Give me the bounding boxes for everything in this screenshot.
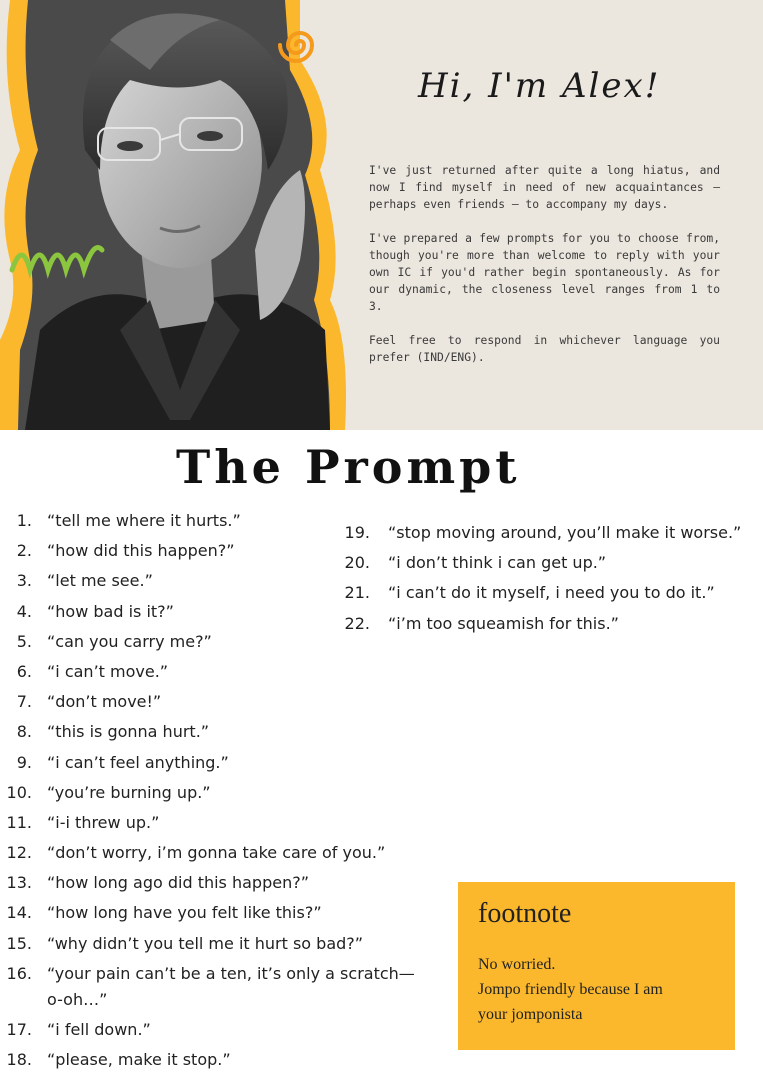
prompt-number: 13. <box>6 873 32 893</box>
prompt-number: 17. <box>6 1019 32 1039</box>
prompt-number: 1. <box>16 511 32 530</box>
prompt-text: “how did this happen?” <box>47 541 235 561</box>
prompt-number: 6. <box>16 661 32 681</box>
prompt-text: “let me see.” <box>47 571 153 591</box>
prompt-text: “i can’t do it myself, i need you to do it.” <box>388 583 715 603</box>
footnote-line: No worried. <box>478 956 556 973</box>
portrait-image <box>0 0 350 430</box>
prompt-text: “please, make it stop.” <box>47 1050 231 1069</box>
prompt-item <box>0 687 440 717</box>
prompt-number: 14. <box>6 903 32 923</box>
prompt-list-right <box>340 518 760 639</box>
prompt-item <box>0 717 440 747</box>
prompt-text: “i can’t feel anything.” <box>47 752 229 772</box>
prompt-text: “how long have you felt like this?” <box>47 903 322 923</box>
prompt-item <box>340 518 760 548</box>
prompt-text: “can you carry me?” <box>47 631 212 651</box>
intro-paragraph: I've prepared a few prompts for you to choose from, though you're more than welcome to reply with your own IC if you'd rather begin spontaneously. As for our dynamic, the closeness level ranges from 1 to 3. <box>369 232 720 313</box>
prompt-text: “how long ago did this happen?” <box>47 873 309 893</box>
prompt-item <box>0 838 440 868</box>
prompt-item <box>0 959 440 1015</box>
prompt-item <box>340 548 760 578</box>
prompt-text: “this is gonna hurt.” <box>47 722 210 742</box>
prompt-text: “i’m too squeamish for this.” <box>388 613 619 633</box>
prompt-number: 2. <box>16 541 32 561</box>
intro-paragraph: Feel free to respond in whichever language you prefer (IND/ENG). <box>369 334 720 364</box>
prompt-text: “i don’t think i can get up.” <box>388 553 607 573</box>
prompt-text: “tell me where it hurts.” <box>47 511 241 530</box>
prompt-number: 9. <box>16 752 32 772</box>
footnote-title: footnote <box>478 898 572 929</box>
prompt-number: 19. <box>344 523 370 542</box>
prompt-text: “why didn’t you tell me it hurt so bad?” <box>47 933 364 953</box>
prompt-number: 4. <box>16 601 32 621</box>
prompt-item <box>0 657 440 687</box>
prompt-number: 15. <box>6 933 32 953</box>
prompt-text: “don’t worry, i’m gonna take care of you.” <box>47 843 386 863</box>
prompt-item <box>0 808 440 838</box>
prompt-text: “how bad is it?” <box>47 601 174 621</box>
prompt-number: 8. <box>16 722 32 742</box>
prompt-number: 11. <box>6 812 32 832</box>
prompt-item <box>0 929 440 959</box>
prompt-item <box>0 748 440 778</box>
prompt-number: 21. <box>344 583 370 603</box>
footnote-box <box>458 882 735 1050</box>
prompt-number: 20. <box>344 553 370 573</box>
prompt-number: 3. <box>16 571 32 591</box>
prompt-text: “your pain can’t be a ten, it’s only a scratch—o-oh…” <box>47 963 415 1009</box>
prompt-number: 10. <box>6 782 32 802</box>
prompt-text: “you’re burning up.” <box>47 782 211 802</box>
prompt-item <box>340 578 760 608</box>
prompt-number: 12. <box>6 843 32 863</box>
prompt-text: “don’t move!” <box>47 692 162 712</box>
footnote-line: your jomponista <box>478 1006 583 1023</box>
prompt-number: 16. <box>6 963 32 983</box>
prompt-number: 7. <box>16 692 32 712</box>
prompt-section-title: The Prompt <box>176 440 521 494</box>
prompt-item <box>0 898 440 928</box>
prompt-number: 18. <box>6 1050 32 1069</box>
greeting-title: Hi, I'm Alex! <box>418 66 661 106</box>
prompt-number: 5. <box>16 631 32 651</box>
prompt-item <box>0 868 440 898</box>
prompt-item <box>0 1045 440 1075</box>
intro-text <box>369 162 720 383</box>
prompt-item <box>0 1015 440 1045</box>
footnote-line: Jompo friendly because I am <box>478 981 663 998</box>
prompt-item <box>340 609 760 639</box>
intro-header <box>0 0 763 430</box>
prompt-text: “i can’t move.” <box>47 661 169 681</box>
prompt-number: 22. <box>344 613 370 633</box>
intro-paragraph: I've just returned after quite a long hiatus, and now I find myself in need of new acquaintances — perhaps even friends — to accompany my days. <box>369 164 720 211</box>
prompt-item <box>0 778 440 808</box>
prompt-text: “i-i threw up.” <box>47 812 160 832</box>
prompt-text: “i fell down.” <box>47 1019 151 1039</box>
prompt-text: “stop moving around, you’ll make it worse.” <box>388 523 742 542</box>
